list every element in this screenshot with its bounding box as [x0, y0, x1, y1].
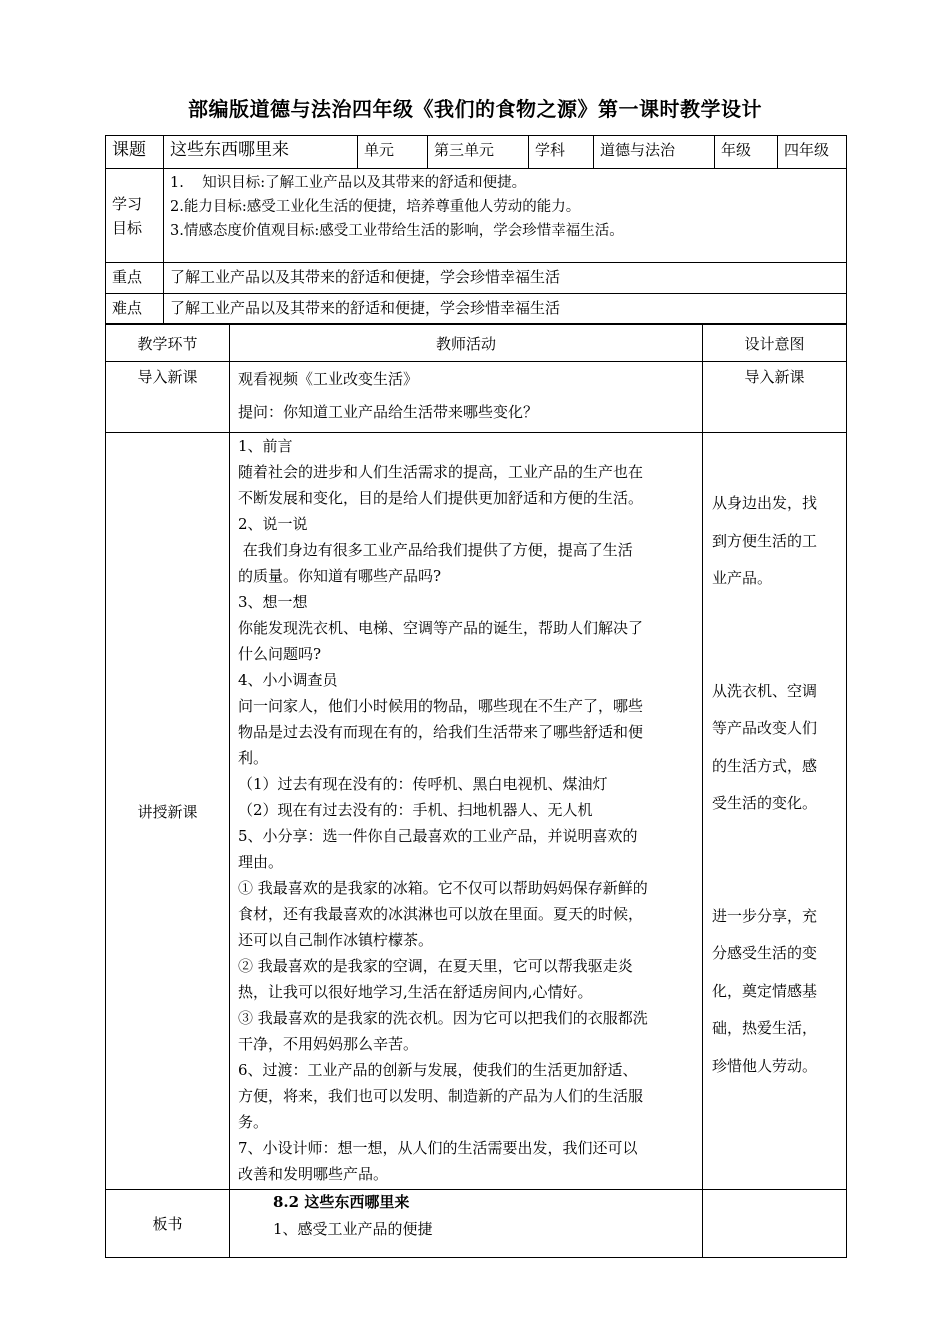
lecture-line: 1、前言	[238, 437, 293, 455]
intent-line: 受生活的变化。	[712, 794, 818, 812]
goals-label: 学习 目标	[106, 169, 164, 263]
unit-label: 单元	[358, 136, 428, 169]
intent-line: 的生活方式，感	[712, 756, 818, 775]
goal-item: 1. 知识目标:了解工业产品以及其带来的舒适和便捷。	[170, 175, 527, 191]
intro-activity	[230, 362, 703, 433]
lecture-line: 方便，将来，我们也可以发明、制造新的产品为人们的生活服	[238, 1087, 644, 1105]
col-stage-header: 教学环节	[106, 325, 230, 362]
unit-value: 第三单元	[428, 136, 529, 169]
col-intent-header: 设计意图	[703, 325, 847, 362]
lecture-line: 热，让我可以很好地学习,生活在舒适房间内,心情好。	[238, 983, 593, 1001]
lecture-line: 什么问题吗?	[238, 645, 322, 663]
lecture-stage: 讲授新课	[106, 433, 230, 1190]
goals-list	[164, 169, 847, 263]
lecture-line: 4、小小调查员	[238, 671, 338, 689]
intent-line: 从洗衣机、空调	[712, 681, 818, 700]
intro-line: 提问：你知道工业产品给生活带来哪些变化？	[238, 403, 539, 421]
difficulty-value: 了解工业产品以及其带来的舒适和便捷，学会珍惜幸福生活	[164, 294, 847, 324]
lecture-line: 不断发展和变化，目的是给人们提供更加舒适和方便的生活。	[238, 489, 644, 507]
lecture-line: （2）现在有过去没有的：手机、扫地机器人、无人机	[238, 801, 593, 819]
intent-line	[712, 598, 838, 636]
intro-line: 观看视频《工业改变生活》	[238, 370, 419, 388]
intent-line	[712, 635, 838, 673]
lecture-line: 问一问家人，他们小时候用的物品，哪些现在不生产了，哪些	[238, 697, 644, 715]
key-point-label: 重点	[106, 263, 164, 294]
goal-item: 2.能力目标:感受工业化生活的便捷，培养尊重他人劳动的能力。	[170, 199, 581, 215]
subject-label: 学科	[529, 136, 594, 169]
lecture-line: 2、说一说	[238, 515, 308, 533]
intent-line: 化，奠定情感基	[712, 981, 818, 1000]
board-intent	[703, 1190, 847, 1258]
lecture-line: 改善和发明哪些产品。	[238, 1165, 389, 1183]
intent-line: 础，热爱生活，	[712, 1019, 818, 1037]
board-content	[230, 1190, 703, 1258]
lecture-line: （1）过去有现在没有的：传呼机、黑白电视机、煤油灯	[238, 775, 608, 793]
topic-label: 课题	[106, 136, 164, 169]
difficulty-label: 难点	[106, 294, 164, 324]
lecture-line: 还可以自己制作冰镇柠檬茶。	[238, 931, 434, 949]
board-item: 1、感受工业产品的便捷	[273, 1220, 433, 1238]
intro-stage: 导入新课	[106, 362, 230, 433]
lecture-line: 理由。	[238, 853, 284, 871]
subject-value: 道德与法治	[594, 136, 715, 169]
lecture-line: ② 我最喜欢的是我家的空调，在夏天里，它可以帮我驱走炎	[238, 957, 633, 975]
intent-line: 分感受生活的变	[712, 944, 818, 962]
intent-line: 进一步分享，充	[712, 906, 818, 925]
board-heading: 8.2 这些东西哪里来	[273, 1193, 410, 1211]
page-title: 部编版道德与法治四年级《我们的食物之源》第一课时教学设计	[188, 97, 762, 121]
lecture-line: 干净，不用妈妈那么辛苦。	[238, 1035, 419, 1053]
goal-item: 3.情感态度价值观目标:感受工业带给生活的影响，学会珍惜幸福生活。	[170, 223, 624, 239]
intro-intent: 导入新课	[703, 362, 847, 433]
teaching-process-table	[105, 324, 847, 1258]
lecture-line: 的质量。你知道有哪些产品吗?	[238, 567, 442, 585]
lecture-line: 5、小分享：选一件你自己最喜欢的工业产品，并说明喜欢的	[238, 827, 638, 845]
topic-value: 这些东西哪里来	[164, 136, 358, 169]
lecture-line: 6、过渡：工业产品的创新与发展，使我们的生活更加舒适、	[238, 1061, 638, 1079]
grade-label: 年级	[715, 136, 778, 169]
intent-line: 业产品。	[712, 569, 773, 587]
board-stage: 板书	[106, 1190, 230, 1258]
lecture-line: ③ 我最喜欢的是我家的洗衣机。因为它可以把我们的衣服都洗	[238, 1009, 648, 1027]
lecture-line: 利。	[238, 749, 269, 767]
lecture-line: 物品是过去没有而现在有的，给我们生活带来了哪些舒适和便	[238, 723, 644, 741]
col-activity-header: 教师活动	[230, 325, 703, 362]
intent-line: 从身边出发，找	[712, 494, 818, 512]
key-point-value: 了解工业产品以及其带来的舒适和便捷，学会珍惜幸福生活	[164, 263, 847, 294]
lecture-line: 在我们身边有很多工业产品给我们提供了方便，提高了生活	[238, 541, 633, 559]
lecture-intent	[703, 433, 847, 1190]
lecture-line: 7、小设计师：想一想，从人们的生活需要出发，我们还可以	[238, 1139, 638, 1157]
lecture-line: 务。	[238, 1113, 269, 1131]
intent-line	[712, 823, 838, 861]
lecture-line: 食材，还有我最喜欢的冰淇淋也可以放在里面。夏天的时候，	[238, 905, 644, 923]
intent-line: 等产品改变人们	[712, 719, 818, 737]
lecture-line: 3、想一想	[238, 593, 308, 611]
lecture-line: 随着社会的进步和人们生活需求的提高，工业产品的生产也在	[238, 463, 644, 481]
intent-line	[712, 860, 838, 898]
lecture-activity	[230, 433, 703, 1190]
intent-line: 珍惜他人劳动。	[712, 1056, 818, 1075]
grade-value: 四年级	[778, 136, 847, 169]
lecture-line: ① 我最喜欢的是我家的冰箱。它不仅可以帮助妈妈保存新鲜的	[238, 879, 648, 897]
lecture-line: 你能发现洗衣机、电梯、空调等产品的诞生，帮助人们解决了	[238, 619, 644, 637]
lesson-info-table	[105, 135, 847, 324]
intent-line: 到方便生活的工	[712, 531, 818, 550]
